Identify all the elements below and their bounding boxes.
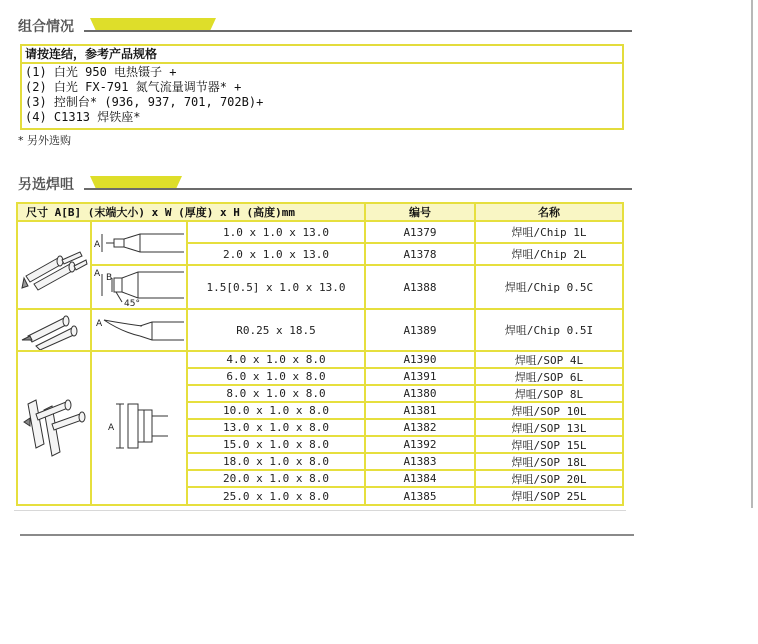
header-size: 尺寸 A[B] (末端大小) x W (厚度) x H (高度)mm <box>18 204 364 220</box>
cell-code: A1384 <box>366 471 474 486</box>
combination-line: (4) C1313 焊铁座* <box>25 110 141 124</box>
divider <box>14 510 626 511</box>
combination-line: (1) 白光 950 电热镊子 + <box>25 65 177 79</box>
tip-spec-table <box>16 202 624 506</box>
dim-label-a: A <box>96 319 103 329</box>
cell-name: 焊咀/Chip 2L <box>476 244 622 264</box>
cell-size: 1.0 x 1.0 x 13.0 <box>188 222 364 242</box>
tip-photo-chip <box>18 222 90 308</box>
cell-code: A1380 <box>366 386 474 401</box>
cell-name: 焊咀/SOP 8L <box>476 386 622 401</box>
header-code: 编号 <box>366 204 474 220</box>
cell-size: 8.0 x 1.0 x 8.0 <box>188 386 364 401</box>
cell-name: 焊咀/Chip 1L <box>476 222 622 242</box>
cell-size: 1.5[0.5] x 1.0 x 13.0 <box>188 266 364 308</box>
tip-diagram-chip-c <box>92 266 186 308</box>
tip-photo-chip-i <box>18 310 90 350</box>
dim-label-b: B <box>106 273 113 283</box>
combination-box <box>20 44 624 130</box>
cell-name: 焊咀/SOP 13L <box>476 420 622 435</box>
cell-size: 4.0 x 1.0 x 8.0 <box>188 352 364 367</box>
cell-code: A1390 <box>366 352 474 367</box>
cell-name: 焊咀/SOP 6L <box>476 369 622 384</box>
cell-size: 2.0 x 1.0 x 13.0 <box>188 244 364 264</box>
combination-line: (2) 白光 FX-791 氮气流量调节器* + <box>25 80 242 94</box>
cell-code: A1385 <box>366 488 474 504</box>
cell-code: A1382 <box>366 420 474 435</box>
section-title-combination: 组合情况 <box>18 19 74 35</box>
section-rule <box>84 188 632 190</box>
cell-name: 焊咀/SOP 15L <box>476 437 622 452</box>
header-name: 名称 <box>476 204 622 220</box>
tip-diagram-chip-i <box>92 310 186 350</box>
cell-size: R0.25 x 18.5 <box>188 310 364 350</box>
cell-code: A1379 <box>366 222 474 242</box>
dim-label-a: A <box>94 240 101 250</box>
cell-code: A1388 <box>366 266 474 308</box>
combination-header: 请按连结，参考产品规格 <box>22 46 622 64</box>
cell-size: 18.0 x 1.0 x 8.0 <box>188 454 364 469</box>
cell-code: A1392 <box>366 437 474 452</box>
cell-size: 13.0 x 1.0 x 8.0 <box>188 420 364 435</box>
dim-label-a: A <box>108 423 115 433</box>
cell-code: A1378 <box>366 244 474 264</box>
cell-size: 10.0 x 1.0 x 8.0 <box>188 403 364 418</box>
cell-name: 焊咀/SOP 25L <box>476 488 622 504</box>
cell-size: 20.0 x 1.0 x 8.0 <box>188 471 364 486</box>
cell-code: A1383 <box>366 454 474 469</box>
dim-label-a: A <box>94 269 101 279</box>
cell-code: A1389 <box>366 310 474 350</box>
cell-name: 焊咀/Chip 0.5C <box>476 266 622 308</box>
cell-name: 焊咀/Chip 0.5I <box>476 310 622 350</box>
section-rule <box>84 30 632 32</box>
section-title-optional-tips: 另选焊咀 <box>18 177 74 193</box>
cell-code: A1381 <box>366 403 474 418</box>
optional-purchase-note: * 另外选购 <box>18 134 71 147</box>
cell-size: 25.0 x 1.0 x 8.0 <box>188 488 364 504</box>
combination-line: (3) 控制台* (936, 937, 701, 702B)+ <box>25 95 264 109</box>
cell-name: 焊咀/SOP 10L <box>476 403 622 418</box>
tip-diagram-chip-l <box>92 222 186 264</box>
cell-size: 15.0 x 1.0 x 8.0 <box>188 437 364 452</box>
tip-diagram-sop <box>92 352 186 504</box>
cell-name: 焊咀/SOP 4L <box>476 352 622 367</box>
divider <box>20 534 634 536</box>
cell-name: 焊咀/SOP 20L <box>476 471 622 486</box>
cell-size: 6.0 x 1.0 x 8.0 <box>188 369 364 384</box>
cell-code: A1391 <box>366 369 474 384</box>
cell-name: 焊咀/SOP 18L <box>476 454 622 469</box>
dim-label-angle: 45° <box>124 299 140 308</box>
tip-photo-sop <box>18 352 90 504</box>
page-edge-divider <box>751 0 753 508</box>
